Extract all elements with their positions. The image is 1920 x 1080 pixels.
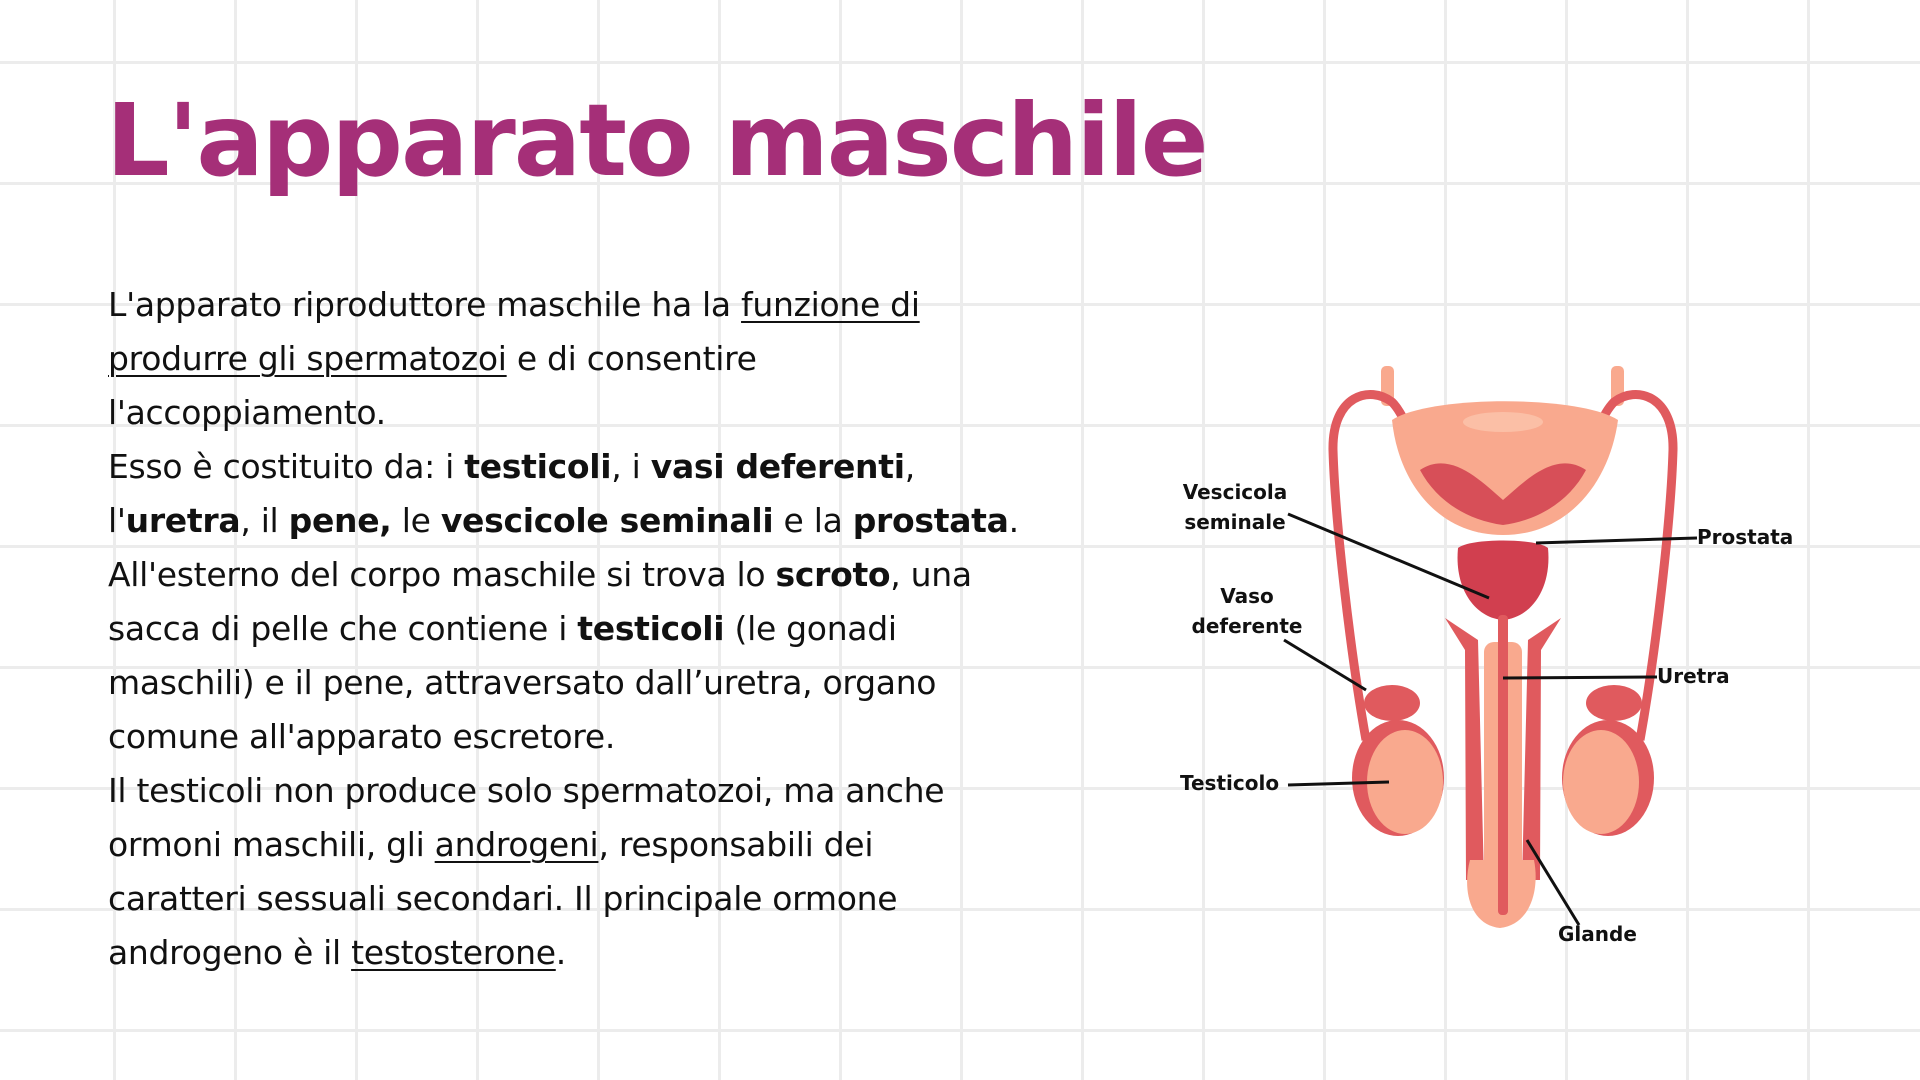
label-testicolo: Testicolo (1180, 771, 1280, 795)
underlined-phrase: funzione di (741, 285, 920, 324)
leader-prostata (1536, 538, 1697, 543)
text-segment: sacca di pelle che contiene i (108, 609, 578, 648)
text-segment: , una (890, 555, 972, 594)
text-segment: l' (108, 501, 126, 540)
bold-term: uretra (125, 501, 241, 540)
label-vescicola-seminale (1175, 477, 1295, 537)
text-segment: l'accoppiamento. (108, 393, 386, 432)
label-uretra: Uretra (1657, 664, 1730, 688)
underlined-phrase: testosterone (351, 933, 556, 972)
label-prostata: Prostata (1697, 525, 1794, 549)
text-segment: L'apparato riproduttore maschile ha la (108, 285, 742, 324)
text-segment: androgeno è il (108, 933, 352, 972)
text-segment: , il (240, 501, 289, 540)
text-segment: ormoni maschili, gli (108, 825, 435, 864)
prostate (1458, 541, 1549, 621)
bold-term: testicoli (464, 447, 612, 486)
text-segment: All'esterno del corpo maschile si trova lo (108, 555, 776, 594)
bold-term: testicoli (577, 609, 725, 648)
testicle-right (1563, 730, 1639, 834)
label-line: deferente (1191, 614, 1303, 638)
text-segment: Esso è costituito da: i (108, 447, 465, 486)
text-segment: comune all'apparato escretore. (108, 717, 616, 756)
text-segment: (le gonadi (724, 609, 897, 648)
label-vaso-deferente (1182, 581, 1312, 641)
underlined-phrase: produrre gli spermatozoi (108, 339, 507, 378)
underlined-phrase: androgeni (434, 825, 599, 864)
leader-uretra (1503, 677, 1657, 678)
text-segment: , responsabili dei (598, 825, 874, 864)
bold-term: scroto (775, 555, 891, 594)
text-segment: e la (773, 501, 853, 540)
text-segment: le (391, 501, 441, 540)
text-segment: , (904, 447, 915, 486)
label-glande: Glande (1558, 922, 1637, 946)
epididymis-right (1586, 685, 1642, 721)
penis-shaft-left (1445, 618, 1484, 880)
bold-term: vescicole seminali (440, 501, 774, 540)
label-line: Vaso (1220, 584, 1274, 608)
label-line: seminale (1184, 510, 1286, 534)
bold-term: vasi deferenti (650, 447, 905, 486)
text-segment: e di consentire (506, 339, 757, 378)
urethra (1498, 615, 1508, 915)
page-title: L'apparato maschile (106, 82, 1207, 199)
text-segment: , i (611, 447, 651, 486)
text-segment: caratteri sessuali secondari. Il principale ormone (108, 879, 898, 918)
text-segment: maschili) e il pene, attraversato dall’uretra, organo (108, 663, 937, 702)
epididymis-left (1364, 685, 1420, 721)
text-segment: Il testicoli non produce solo spermatozoi, ma anche (108, 771, 945, 810)
bold-term: prostata (852, 501, 1009, 540)
text-segment: . (1008, 501, 1019, 540)
label-line: Vescicola (1182, 480, 1288, 504)
bold-term: pene, (288, 501, 392, 540)
text-segment: . (555, 933, 566, 972)
